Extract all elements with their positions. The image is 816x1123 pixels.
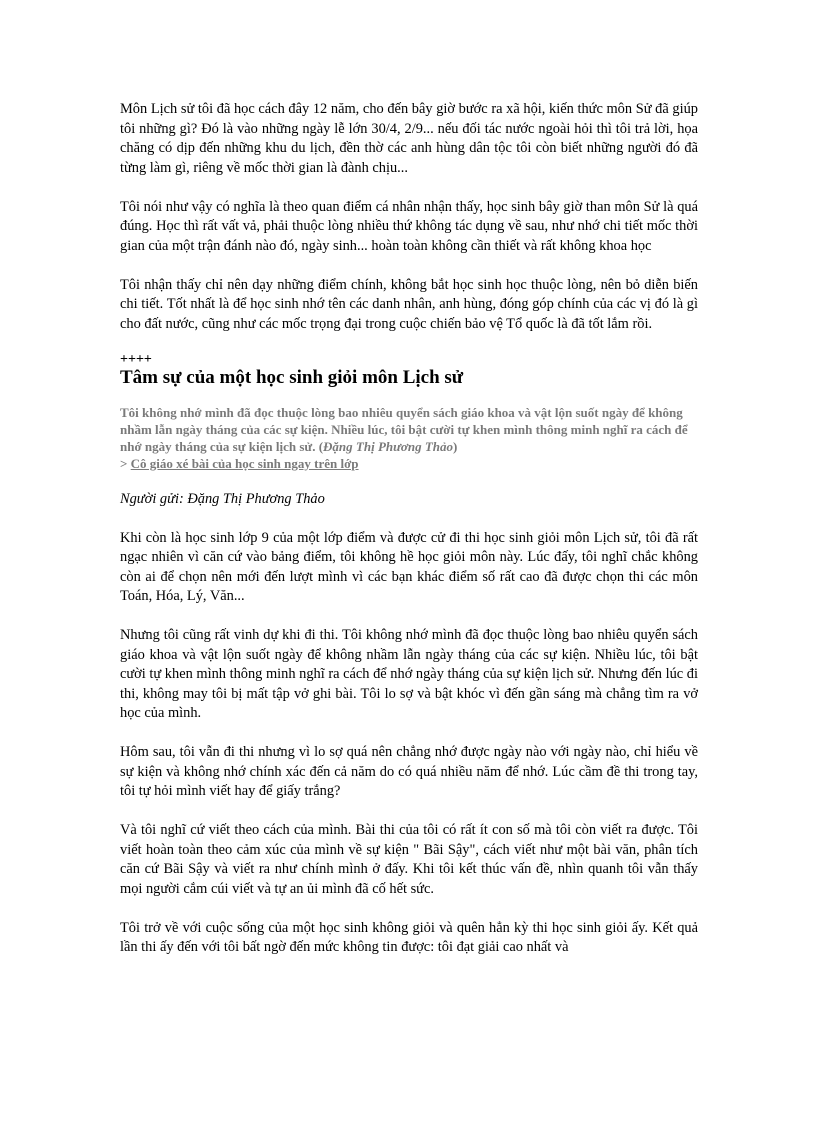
body-paragraph-2: Nhưng tôi cũng rất vinh dự khi đi thi. Tôi không nhớ mình đã đọc thuộc lòng bao nhiêu quyển sách giáo khoa và vật lộn suốt ngày để không nhầm lẫn ngày tháng của các sự kiện. Nhiều lúc, tôi bật cười tự khen mình thông minh nghĩ ra cách để nhớ ngày tháng của sự kiện lịch sử. Nhưng đến lúc đi thi, không may tôi bị mất tập vở ghi bài. Tôi lo sợ và bật khóc vì đến gần sáng mà chẳng tìm ra vở học của mình. <box>120 627 698 721</box>
related-article-link[interactable]: Cô giáo xé bài của học sinh ngay trên lớp <box>130 455 359 471</box>
related-link-line <box>120 455 698 472</box>
summary-author: Đặng Thị Phương Thảo <box>323 438 454 454</box>
body-paragraph-1: Khi còn là học sinh lớp 9 của một lớp điểm và được cử đi thi học sinh giỏi môn Lịch sử, tôi đã rất ngạc nhiên vì căn cứ vào bảng điểm, tôi không hề học giỏi môn này. Lúc đấy, tôi nghĩ chắc không còn ai để chọn nên mới đến lượt mình vì các bạn khác điểm số rất cao đã được chọn thi các môn Toán, Hóa, Lý, Văn... <box>120 529 698 604</box>
summary-close: ) <box>453 438 458 454</box>
article-title: Tâm sự của một học sinh giỏi môn Lịch sử <box>120 366 464 388</box>
article-summary <box>120 404 698 455</box>
sender-line: Người gửi: Đặng Thị Phương Thảo <box>120 490 325 507</box>
body-paragraph-4: Và tôi nghĩ cứ viết theo cách của mình. Bài thi của tôi có rất ít con số mà tôi còn viết ra được. Tôi viết hoàn toàn theo cảm xúc của mình về sự kiện " Bãi Sậy", cách viết như một bài văn, phân tích căn cứ Bãi Sậy và viết ra như chính mình ở đấy. Khi tôi kết thúc vấn đề, nhìn quanh tôi vẫn thấy mọi người cắm cúi viết và tự an ủi mình đã cố hết sức. <box>120 822 698 897</box>
related-link-prefix: > <box>120 455 131 471</box>
intro-paragraph-2: Tôi nói như vậy có nghĩa là theo quan điểm cá nhân nhận thấy, học sinh bây giờ than môn Sử là quá đúng. Học thì rất vất vả, phải thuộc lòng nhiều thứ không tác dụng về sau, như nhớ chi tiết mốc thời gian của một trận đánh nào đó, ngày sinh... hoàn toàn không cần thiết và rất không khoa học <box>120 198 698 254</box>
body-paragraph-3: Hôm sau, tôi vẫn đi thi nhưng vì lo sợ quá nên chẳng nhớ được ngày nào với ngày nào, chỉ hiểu về sự kiện và không nhớ chính xác đến cả năm do có quá nhiều năm để nhớ. Lúc cầm đề thi trong tay, tôi tự hỏi mình viết hay để giấy trắng? <box>120 744 698 799</box>
document-page <box>120 100 698 977</box>
body-paragraph-5: Tôi trở về với cuộc sống của một học sinh không giỏi và quên hẳn kỳ thi học sinh giỏi ấy. Kết quả lần thi ấy đến với tôi bất ngờ đến mức không tin được: tôi đạt giải cao nhất và <box>120 919 698 955</box>
summary-text: Tôi không nhớ mình đã đọc thuộc lòng bao nhiêu quyển sách giáo khoa và vật lộn suốt ngày để không nhầm lẫn ngày tháng của các sự kiện. Nhiều lúc, tôi bật cười tự khen mình thông minh nghĩ ra cách để nhớ ngày tháng của sự kiện lịch sử. ( <box>120 404 688 454</box>
intro-paragraph-3: Tôi nhận thấy chỉ nên dạy những điểm chính, không bắt học sinh học thuộc lòng, nên bỏ diễn biến chi tiết. Tốt nhất là để học sinh nhớ tên các danh nhân, anh hùng, đóng góp chính của các vị đó là gì cho đất nước, cũng như các mốc trọng đại trong cuộc chiến bảo vệ Tổ quốc là đã tốt lắm rồi. <box>120 276 698 332</box>
intro-paragraph-1: Môn Lịch sử tôi đã học cách đây 12 năm, cho đến bây giờ bước ra xã hội, kiến thức môn Sử đã giúp tôi những gì? Đó là vào những ngày lễ lớn 30/4, 2/9... nếu đối tác nước ngoài hỏi thì tôi trả lời, họa chăng có dịp đến những khu du lịch, đền thờ các anh hùng dân tộc tôi còn biết những người đó đã từng làm gì, riêng về mốc thời gian là đành chịu... <box>120 101 698 176</box>
section-separator: ++++ <box>120 351 152 367</box>
